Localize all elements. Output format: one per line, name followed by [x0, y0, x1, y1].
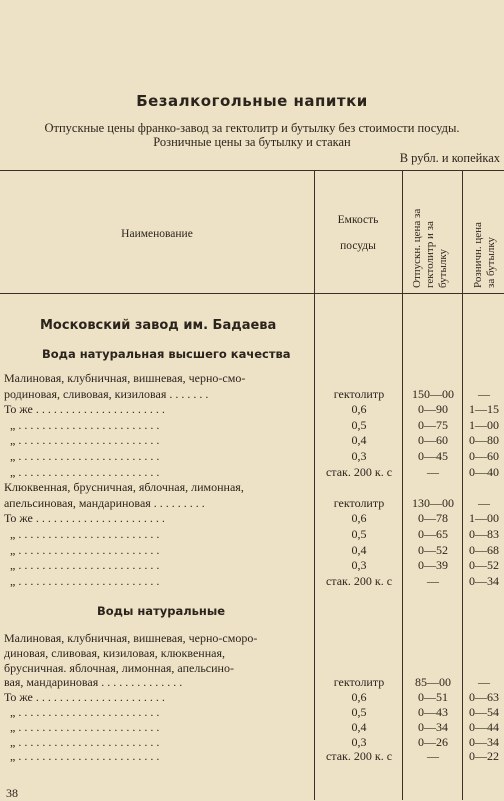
item-name: апельсиновая, мандариновая . . . . . . . . . [4, 495, 205, 510]
table-row [0, 690, 504, 705]
capacity-cell: стак. 200 к. с [325, 464, 393, 479]
wholesale-price-cell: 0—60 [418, 433, 448, 448]
capacity-cell: 0,3 [351, 734, 367, 749]
table-row [0, 558, 504, 573]
wholesale-price-cell: 0—51 [418, 690, 448, 705]
capacity-cell: гектолитр [333, 675, 385, 690]
wholesale-price-cell: 0—65 [418, 527, 448, 541]
retail-price-cell: — [478, 675, 490, 690]
subtitle-line-1: Отпускные цены франко-завод за гектолитр и бутылку без стоимости посуды. [44, 121, 460, 135]
wholesale-price-cell: 130—00 [412, 495, 454, 510]
table-row [0, 418, 504, 433]
header-retail-1: Розничн. цена [472, 222, 484, 288]
wholesale-price-cell: 0—26 [418, 734, 448, 749]
retail-price-cell: 1—15 [469, 402, 499, 417]
item-name: То же . . . . . . . . . . . . . . . . . . . . . . [4, 402, 165, 417]
item-name: То же . . . . . . . . . . . . . . . . . . . . . . [4, 511, 165, 526]
retail-price-cell: 0—34 [469, 734, 499, 749]
retail-price-cell: 0—40 [469, 464, 499, 479]
item-name: „ . . . . . . . . . . . . . . . . . . . . . . . . [10, 719, 160, 734]
wholesale-price-cell: 150—00 [412, 386, 454, 401]
table-row [0, 387, 504, 402]
table-row [0, 402, 504, 417]
wholesale-price-cell: 0—52 [418, 542, 448, 557]
retail-price-cell: 0—60 [469, 449, 499, 463]
table-row [0, 631, 504, 646]
capacity-cell: гектолитр [333, 386, 385, 401]
wholesale-price-cell: — [427, 573, 439, 588]
wholesale-price-cell: — [427, 749, 439, 764]
item-name: родиновая, сливовая, кизиловая . . . . . . . [4, 386, 209, 401]
retail-price-cell: 0—22 [469, 749, 499, 764]
table-row [0, 433, 504, 448]
table-row [0, 720, 504, 735]
retail-price-cell: 0—54 [469, 705, 499, 719]
factory-heading: Московский завод им. Бадаева [40, 318, 277, 333]
item-name: „ . . . . . . . . . . . . . . . . . . . . . . . . [10, 433, 160, 448]
header-retail-2: за бутылку [485, 236, 497, 288]
table-row [0, 749, 504, 764]
table-row [0, 496, 504, 511]
capacity-cell: 0,6 [351, 690, 367, 705]
table-row [0, 371, 504, 386]
item-name: Малиновая, клубничная, вишневая, черно-смо- [4, 371, 246, 385]
units-note: В рубл. и копейках [399, 151, 500, 165]
group1-heading: Вода натуральная высшего качества [42, 347, 291, 361]
header-wholesale-3: бутылку [437, 248, 449, 288]
capacity-cell: 0,3 [351, 558, 367, 573]
page-number: 38 [6, 786, 18, 800]
retail-price-cell: 1—00 [469, 417, 499, 432]
item-name: диновая, сливовая, кизиловая, клюквенная, [4, 645, 225, 660]
wholesale-price-cell: 0—43 [418, 705, 448, 719]
retail-price-cell: 0—44 [469, 719, 499, 734]
group2-heading: Воды натуральные [97, 604, 226, 618]
wholesale-price-cell: 0—78 [418, 511, 448, 526]
header-bottom-rule [0, 293, 504, 294]
wholesale-price-cell: 0—75 [418, 417, 448, 432]
capacity-cell: 0,4 [351, 433, 367, 448]
item-name: брусничная. яблочная, лимонная, апельсино- [4, 660, 234, 675]
table-row [0, 661, 504, 676]
retail-price-cell: — [478, 495, 490, 510]
capacity-cell: 0,4 [351, 719, 367, 734]
item-name: „ . . . . . . . . . . . . . . . . . . . . . . . . [10, 542, 160, 557]
capacity-cell: 0,6 [351, 402, 367, 417]
item-name: „ . . . . . . . . . . . . . . . . . . . . . . . . [10, 573, 160, 588]
table-row [0, 480, 504, 495]
capacity-cell: 0,6 [351, 511, 367, 526]
wholesale-price-cell: 0—34 [418, 719, 448, 734]
item-name: „ . . . . . . . . . . . . . . . . . . . . . . . . [10, 749, 160, 764]
wholesale-price-cell: 0—39 [418, 558, 448, 573]
item-name: „ . . . . . . . . . . . . . . . . . . . . . . . . [10, 417, 160, 432]
item-name: „ . . . . . . . . . . . . . . . . . . . . . . . . [10, 449, 160, 463]
table-row [0, 735, 504, 750]
retail-price-cell: 0—63 [469, 690, 499, 705]
capacity-cell: 0,5 [351, 527, 367, 541]
header-capacity-1: Емкость [337, 214, 379, 226]
item-name: „ . . . . . . . . . . . . . . . . . . . . . . . . [10, 464, 160, 479]
item-name: То же . . . . . . . . . . . . . . . . . . . . . . [4, 690, 165, 705]
table-row [0, 449, 504, 464]
header-capacity-2: посуды [340, 240, 376, 252]
capacity-cell: стак. 200 к. с [325, 573, 393, 588]
table-top-rule [0, 170, 504, 171]
item-name: „ . . . . . . . . . . . . . . . . . . . . . . . . [10, 527, 160, 541]
table-row [0, 527, 504, 542]
header-wholesale-1: Отпускн. цена за [411, 208, 423, 288]
wholesale-price-cell: 0—45 [418, 449, 448, 463]
table-row [0, 705, 504, 720]
capacity-cell: 0,5 [351, 705, 367, 719]
table-row [0, 543, 504, 558]
capacity-cell: стак. 200 к. с [325, 749, 393, 764]
retail-price-cell: 0—52 [469, 558, 499, 573]
item-name: Малиновая, клубничная, вишневая, черно-сморо- [4, 631, 258, 645]
header-name: Наименование [121, 228, 193, 240]
table-row [0, 511, 504, 526]
table-row [0, 675, 504, 690]
capacity-cell: 0,3 [351, 449, 367, 463]
subtitle-line-2: Розничные цены за бутылку и стакан [153, 135, 351, 149]
retail-price-cell: 0—80 [469, 433, 499, 448]
item-name: „ . . . . . . . . . . . . . . . . . . . . . . . . [10, 705, 160, 719]
capacity-cell: гектолитр [333, 495, 385, 510]
item-name: вая, мандариновая . . . . . . . . . . . . . . [4, 675, 183, 690]
retail-price-cell: 0—68 [469, 542, 499, 557]
retail-price-cell: 0—34 [469, 573, 499, 588]
page-title: Безалкогольные напитки [136, 92, 368, 110]
wholesale-price-cell: 0—90 [418, 402, 448, 417]
wholesale-price-cell: — [427, 464, 439, 479]
retail-price-cell: — [478, 386, 490, 401]
table-row [0, 574, 504, 589]
header-wholesale-2: гектолитр и за [424, 221, 436, 288]
wholesale-price-cell: 85—00 [415, 675, 451, 690]
retail-price-cell: 0—83 [469, 527, 499, 541]
item-name: „ . . . . . . . . . . . . . . . . . . . . . . . . [10, 734, 160, 749]
table-row [0, 465, 504, 480]
table-row [0, 646, 504, 661]
item-name: „ . . . . . . . . . . . . . . . . . . . . . . . . [10, 558, 160, 573]
retail-price-cell: 1—00 [469, 511, 499, 526]
capacity-cell: 0,5 [351, 417, 367, 432]
item-name: Клюквенная, брусничная, яблочная, лимонная, [4, 480, 244, 495]
capacity-cell: 0,4 [351, 542, 367, 557]
